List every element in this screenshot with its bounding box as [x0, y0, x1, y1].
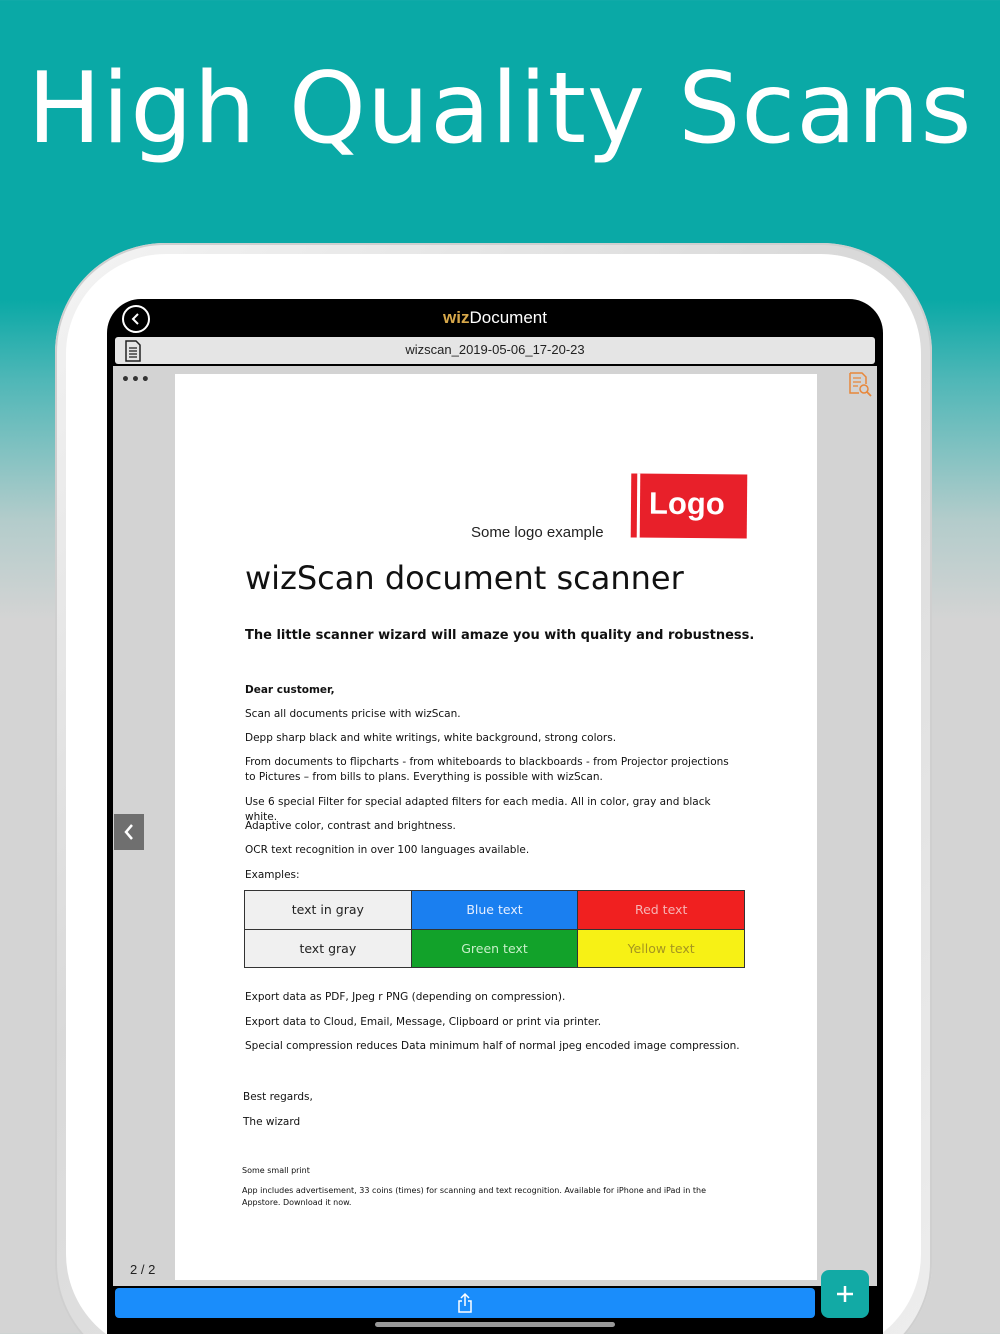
ocr-search-icon[interactable] — [847, 371, 873, 397]
plus-icon — [834, 1283, 856, 1305]
table-cell: Red text — [578, 891, 745, 930]
signature: The wizard — [243, 1116, 301, 1128]
export-line: Export data to Cloud, Email, Message, Clipboard or print via printer. — [245, 1016, 602, 1028]
table-cell: text gray — [245, 929, 412, 968]
table-cell: Green text — [411, 929, 578, 968]
table-row — [245, 891, 745, 930]
body-line: Scan all documents pricise with wizScan. — [245, 708, 461, 720]
body-line: Depp sharp black and white writings, white background, strong colors. — [245, 732, 617, 744]
logo-caption: Some logo example — [471, 524, 604, 541]
table-cell: text in gray — [245, 891, 412, 930]
document-viewer — [113, 366, 877, 1286]
file-bar — [115, 337, 875, 364]
export-line: Export data as PDF, Jpeg r PNG (depending on compression). — [245, 991, 566, 1003]
chevron-left-icon — [122, 822, 136, 842]
table-cell: Yellow text — [578, 929, 745, 968]
more-button[interactable]: ••• — [121, 372, 151, 388]
share-icon — [456, 1292, 474, 1314]
body-line: From documents to flipcharts - from whiteboards to blackboards - from Projector projections to Pictures – from bills to plans. Everything is possible with wizScan. — [245, 756, 729, 783]
document-title: wizScan document scanner — [245, 559, 684, 597]
small-print-title: Some small print — [242, 1166, 310, 1175]
page-indicator: 2 / 2 — [130, 1262, 156, 1277]
body-line: Adaptive color, contrast and brightness. — [245, 820, 456, 832]
body-line: OCR text recognition in over 100 languages available. — [245, 844, 530, 856]
add-button[interactable] — [821, 1270, 869, 1318]
nav-bar — [107, 299, 883, 335]
app-title — [107, 308, 883, 328]
logo-text: Logo — [648, 485, 725, 522]
document-subtitle: The little scanner wizard will amaze you with quality and robustness. — [245, 628, 755, 643]
body-line: Examples: — [245, 869, 300, 881]
table-cell: Blue text — [411, 891, 578, 930]
table-row — [245, 929, 745, 968]
greeting: Dear customer, — [245, 684, 335, 696]
file-name: wizscan_2019-05-06_17-20-23 — [405, 342, 585, 357]
share-bar[interactable] — [115, 1288, 815, 1318]
scanned-page — [175, 374, 817, 1280]
home-indicator — [375, 1322, 615, 1327]
headline: High Quality Scans — [27, 52, 973, 166]
regards: Best regards, — [243, 1091, 313, 1103]
small-print-text: App includes advertisement, 33 coins (times) for scanning and text recognition. Available for iPhone and iPad in the Appstore. Download it now. — [242, 1186, 707, 1207]
app-screen — [107, 299, 883, 1334]
logo-image — [631, 473, 748, 538]
app-title-prefix: wiz — [443, 308, 470, 327]
app-title-main: Document — [469, 308, 547, 327]
export-line: Special compression reduces Data minimum half of normal jpeg encoded image compression. — [245, 1040, 740, 1052]
examples-table — [244, 890, 745, 968]
body-line: Use 6 special Filter for special adapted filters for each media. All in color, gray and black white. — [245, 796, 711, 823]
previous-page-button[interactable] — [114, 814, 144, 850]
